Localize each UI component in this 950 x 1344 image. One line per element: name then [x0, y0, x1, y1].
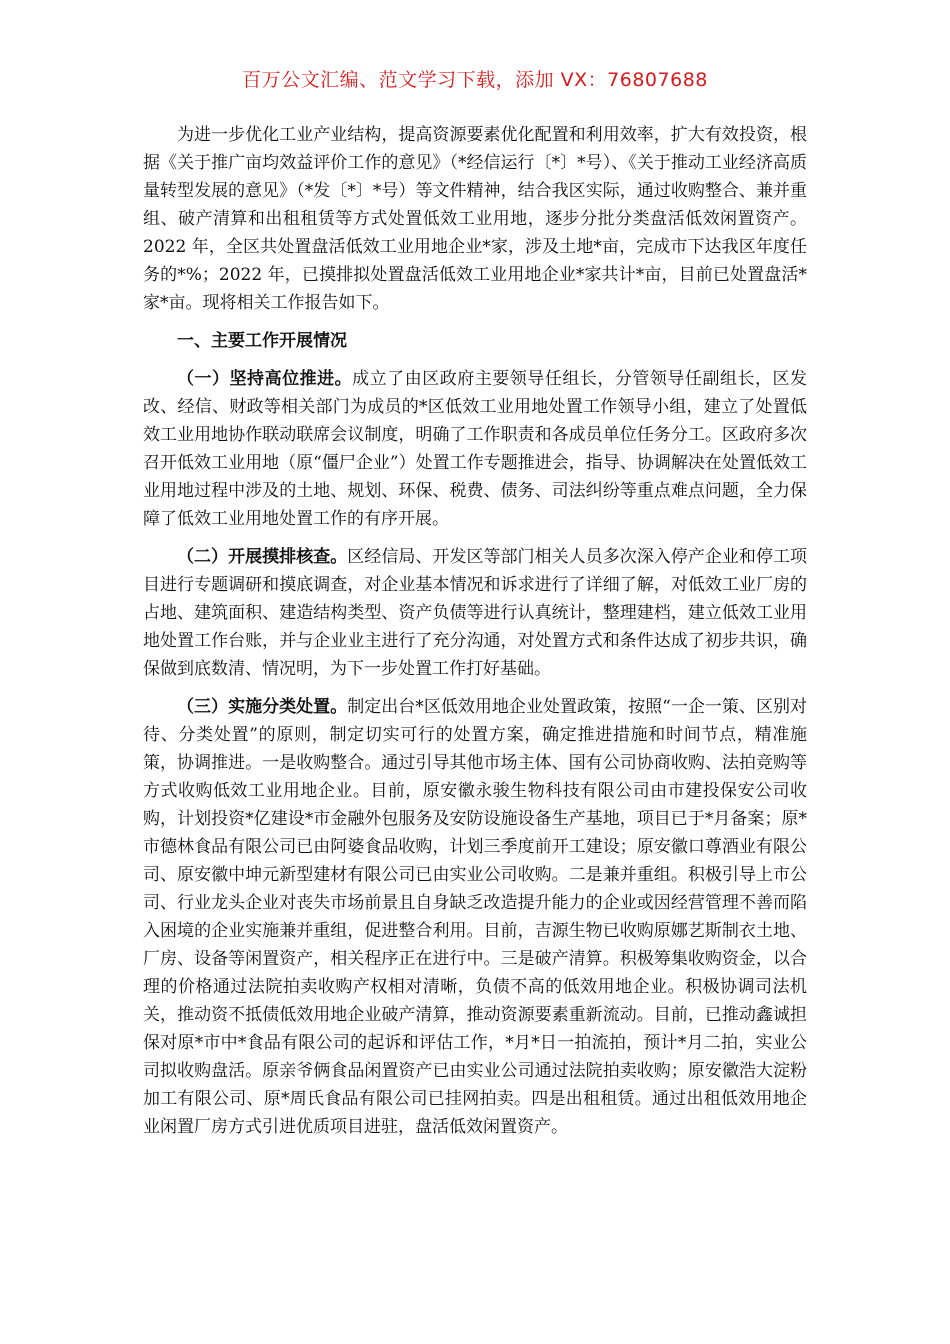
section-heading: 一、主要工作开展情况	[177, 331, 347, 351]
section-item-1	[143, 365, 807, 533]
section-item-lead: （三）实施分类处置。	[177, 697, 348, 717]
intro-paragraph: 为进一步优化工业产业结构，提高资源要素优化配置和利用效率，扩大有效投资，根据《关于推广亩均效益评价工作的意见》（*经信运行〔*〕*号）、《关于推动工业经济高质量转型发展的意见》（*发〔*〕*号）等文件精神，结合我区实际，通过收购整合、兼并重组、破产清算和出租租赁等方式处置低效工业用地，逐步分批分类盘活低效闲置资产。2022 年，全区共处置盘活低效工业用地企业*家，涉及土地*亩，完成市下达我区年度任务的*%；2022 年，已摸排拟处置盘活低效工业用地企业*家共计*亩，目前已处置盘活*家*亩。现将相关工作报告如下。	[143, 125, 807, 313]
section-item-2	[143, 543, 807, 683]
watermark-header: 百万公文汇编、范文学习下载，添加 VX：76807688	[242, 69, 708, 91]
section-item-text: 制定出台*区低效用地企业处置政策，按照“一企一策、区别对待、分类处置”的原则，制定切实可行的处置方案，确定推进措施和时间节点，精准施策，协调推进。一是收购整合。通过引导其他市场主体、国有公司协商收购、法拍竞购等方式收购低效工业用地企业。目前，原安徽永骏生物科技有限公司由市建投保安公司收购，计划投资*亿建设*市金融外包服务及安防设施设备生产基地，项目已于*月备案；原*市德林食品有限公司已由阿婆食品收购，计划三季度前开工建设；原安徽口尊酒业有限公司、原安徽中坤元新型建材有限公司已由实业公司收购。二是兼并重组。积极引导上市公司、行业龙头企业对丧失市场前景且自身缺乏改造提升能力的企业或因经营管理不善而陷入困境的企业实施兼并重组，促进整合利用。目前，吉源生物已收购原娜艺斯制衣土地、厂房、设备等闲置资产，相关程序正在进行中。三是破产清算。积极筹集收购资金，以合理的价格通过法院拍卖收购产权相对清晰，负债不高的低效用地企业。积极协调司法机关，推动资不抵债低效用地企业破产清算，推动资源要素重新流动。目前，已推动鑫诚担保对原*市中*食品有限公司的起诉和评估工作，*月*日一拍流拍，预计*月二拍，实业公司拟收购盘活。原亲爷俩食品闲置资产已由实业公司通过法院拍卖收购；原安徽浩大淀粉加工有限公司、原*周氏食品有限公司已挂网拍卖。四是出租租赁。通过出租低效用地企业闲置厂房方式引进优质项目进驻，盘活低效闲置资产。	[143, 697, 807, 1137]
section-item-lead: （二）开展摸排核查。	[177, 547, 348, 567]
section-item-text: 区经信局、开发区等部门相关人员多次深入停产企业和停工项目进行专题调研和摸底调查，对企业基本情况和诉求进行了详细了解，对低效工业厂房的占地、建筑面积、建造结构类型、资产负债等进行认真统计，整理建档，建立低效工业用地处置工作台账，并与企业业主进行了充分沟通，对处置方式和条件达成了初步共识，确保做到底数清、情况明，为下一步处置工作打好基础。	[143, 547, 808, 679]
section-item-text: 成立了由区政府主要领导任组长，分管领导任副组长，区发改、经信、财政等相关部门为成员的*区低效工业用地处置工作领导小组，建立了处置低效工业用地协作联动联席会议制度，明确了工作职责和各成员单位任务分工。区政府多次召开低效工业用地（原“僵尸企业”）处置工作专题推进会，指导、协调解决在处置低效工业用地过程中涉及的土地、规划、环保、税费、债务、司法纠纷等重点难点问题，全力保障了低效工业用地处置工作的有序开展。	[143, 369, 808, 529]
section-item-lead: （一）坚持高位推进。	[177, 369, 353, 389]
document-body	[143, 121, 807, 1151]
section-item-3	[143, 693, 807, 1141]
